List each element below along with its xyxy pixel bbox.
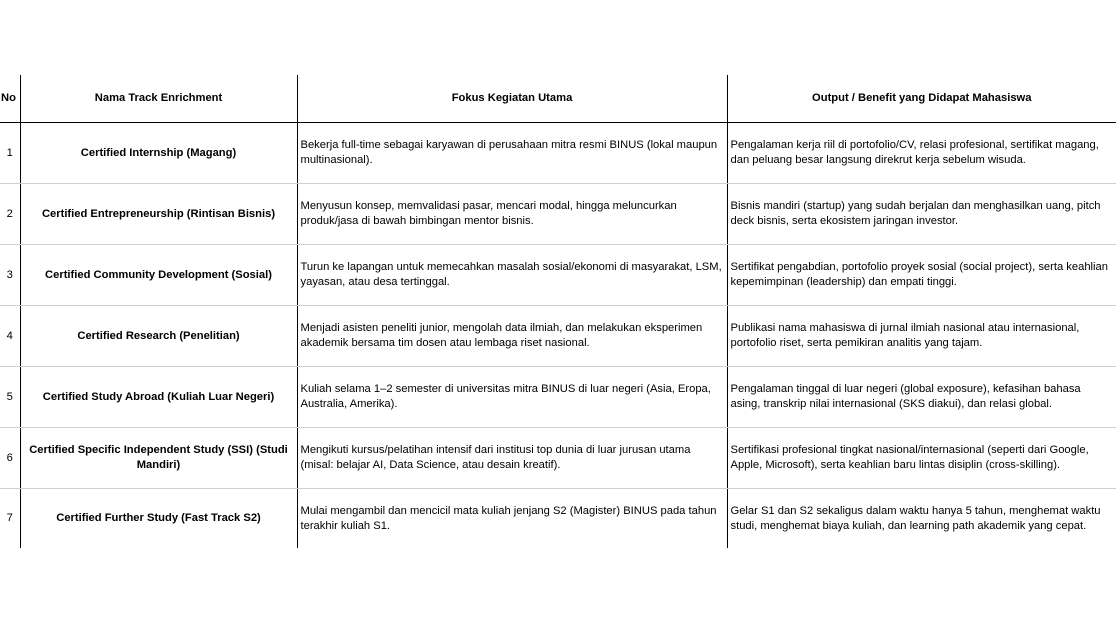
row-number: 4 (0, 306, 20, 367)
track-name: Certified Entrepreneurship (Rintisan Bisnis) (20, 184, 297, 245)
track-focus: Mengikuti kursus/pelatihan intensif dari institusi top dunia di luar jurusan utama (misal: belajar AI, Data Science, atau desain kreatif). (297, 428, 727, 489)
row-number: 1 (0, 123, 20, 184)
table-row (0, 306, 1116, 367)
table-row (0, 184, 1116, 245)
header-no: No (0, 75, 20, 123)
track-output: Bisnis mandiri (startup) yang sudah berjalan dan menghasilkan uang, pitch deck bisnis, serta ekosistem jaringan investor. (727, 184, 1116, 245)
track-name: Certified Research (Penelitian) (20, 306, 297, 367)
track-name: Certified Specific Independent Study (SSI) (Studi Mandiri) (20, 428, 297, 489)
row-number: 6 (0, 428, 20, 489)
table-row (0, 367, 1116, 428)
row-number: 2 (0, 184, 20, 245)
track-output: Sertifikasi profesional tingkat nasional/internasional (seperti dari Google, Apple, Microsoft), serta keahlian baru lintas disiplin (cross-skilling). (727, 428, 1116, 489)
track-name: Certified Further Study (Fast Track S2) (20, 489, 297, 549)
track-name: Certified Internship (Magang) (20, 123, 297, 184)
header-output-benefit: Output / Benefit yang Didapat Mahasiswa (727, 75, 1116, 123)
track-name: Certified Community Development (Sosial) (20, 245, 297, 306)
table-row (0, 489, 1116, 549)
track-focus: Mulai mengambil dan mencicil mata kuliah jenjang S2 (Magister) BINUS pada tahun terakhir kuliah S1. (297, 489, 727, 549)
track-focus: Kuliah selama 1–2 semester di universitas mitra BINUS di luar negeri (Asia, Eropa, Australia, Amerika). (297, 367, 727, 428)
track-focus: Menyusun konsep, memvalidasi pasar, mencari modal, hingga meluncurkan produk/jasa di bawah bimbingan mentor bisnis. (297, 184, 727, 245)
track-output: Gelar S1 dan S2 sekaligus dalam waktu hanya 5 tahun, menghemat waktu studi, menghemat biaya kuliah, dan learning path akademik yang cepat. (730, 504, 1101, 532)
table-row (0, 245, 1116, 306)
enrichment-track-table (0, 75, 1116, 548)
row-number: 7 (0, 489, 20, 549)
enrichment-track-table-container (0, 75, 1116, 548)
track-focus: Turun ke lapangan untuk memecahkan masalah sosial/ekonomi di masyarakat, LSM, yayasan, atau desa tertinggal. (297, 245, 727, 306)
track-output: Pengalaman kerja riil di portofolio/CV, relasi profesional, sertifikat magang, dan peluang besar langsung direkrut kerja sebelum wisuda. (727, 123, 1116, 184)
row-number: 3 (0, 245, 20, 306)
row-number: 5 (0, 367, 20, 428)
header-track-name: Nama Track Enrichment (20, 75, 297, 123)
track-focus: Bekerja full-time sebagai karyawan di perusahaan mitra resmi BINUS (lokal maupun multinasional). (297, 123, 727, 184)
header-main-focus: Fokus Kegiatan Utama (297, 75, 727, 123)
track-name: Certified Study Abroad (Kuliah Luar Negeri) (20, 367, 297, 428)
track-output: Publikasi nama mahasiswa di jurnal ilmiah nasional atau internasional, portofolio riset, serta pemikiran analitis yang tajam. (727, 306, 1116, 367)
table-header-row (0, 75, 1116, 123)
track-output: Pengalaman tinggal di luar negeri (global exposure), kefasihan bahasa asing, transkrip nilai internasional (SKS diakui), dan relasi global. (727, 367, 1116, 428)
track-output: Sertifikat pengabdian, portofolio proyek sosial (social project), serta keahlian kepemimpinan (leadership) dan empati tinggi. (727, 245, 1116, 306)
track-focus: Menjadi asisten peneliti junior, mengolah data ilmiah, dan melakukan eksperimen akademik bersama tim dosen atau lembaga riset nasional. (297, 306, 727, 367)
table-row (0, 428, 1116, 489)
table-row (0, 123, 1116, 184)
